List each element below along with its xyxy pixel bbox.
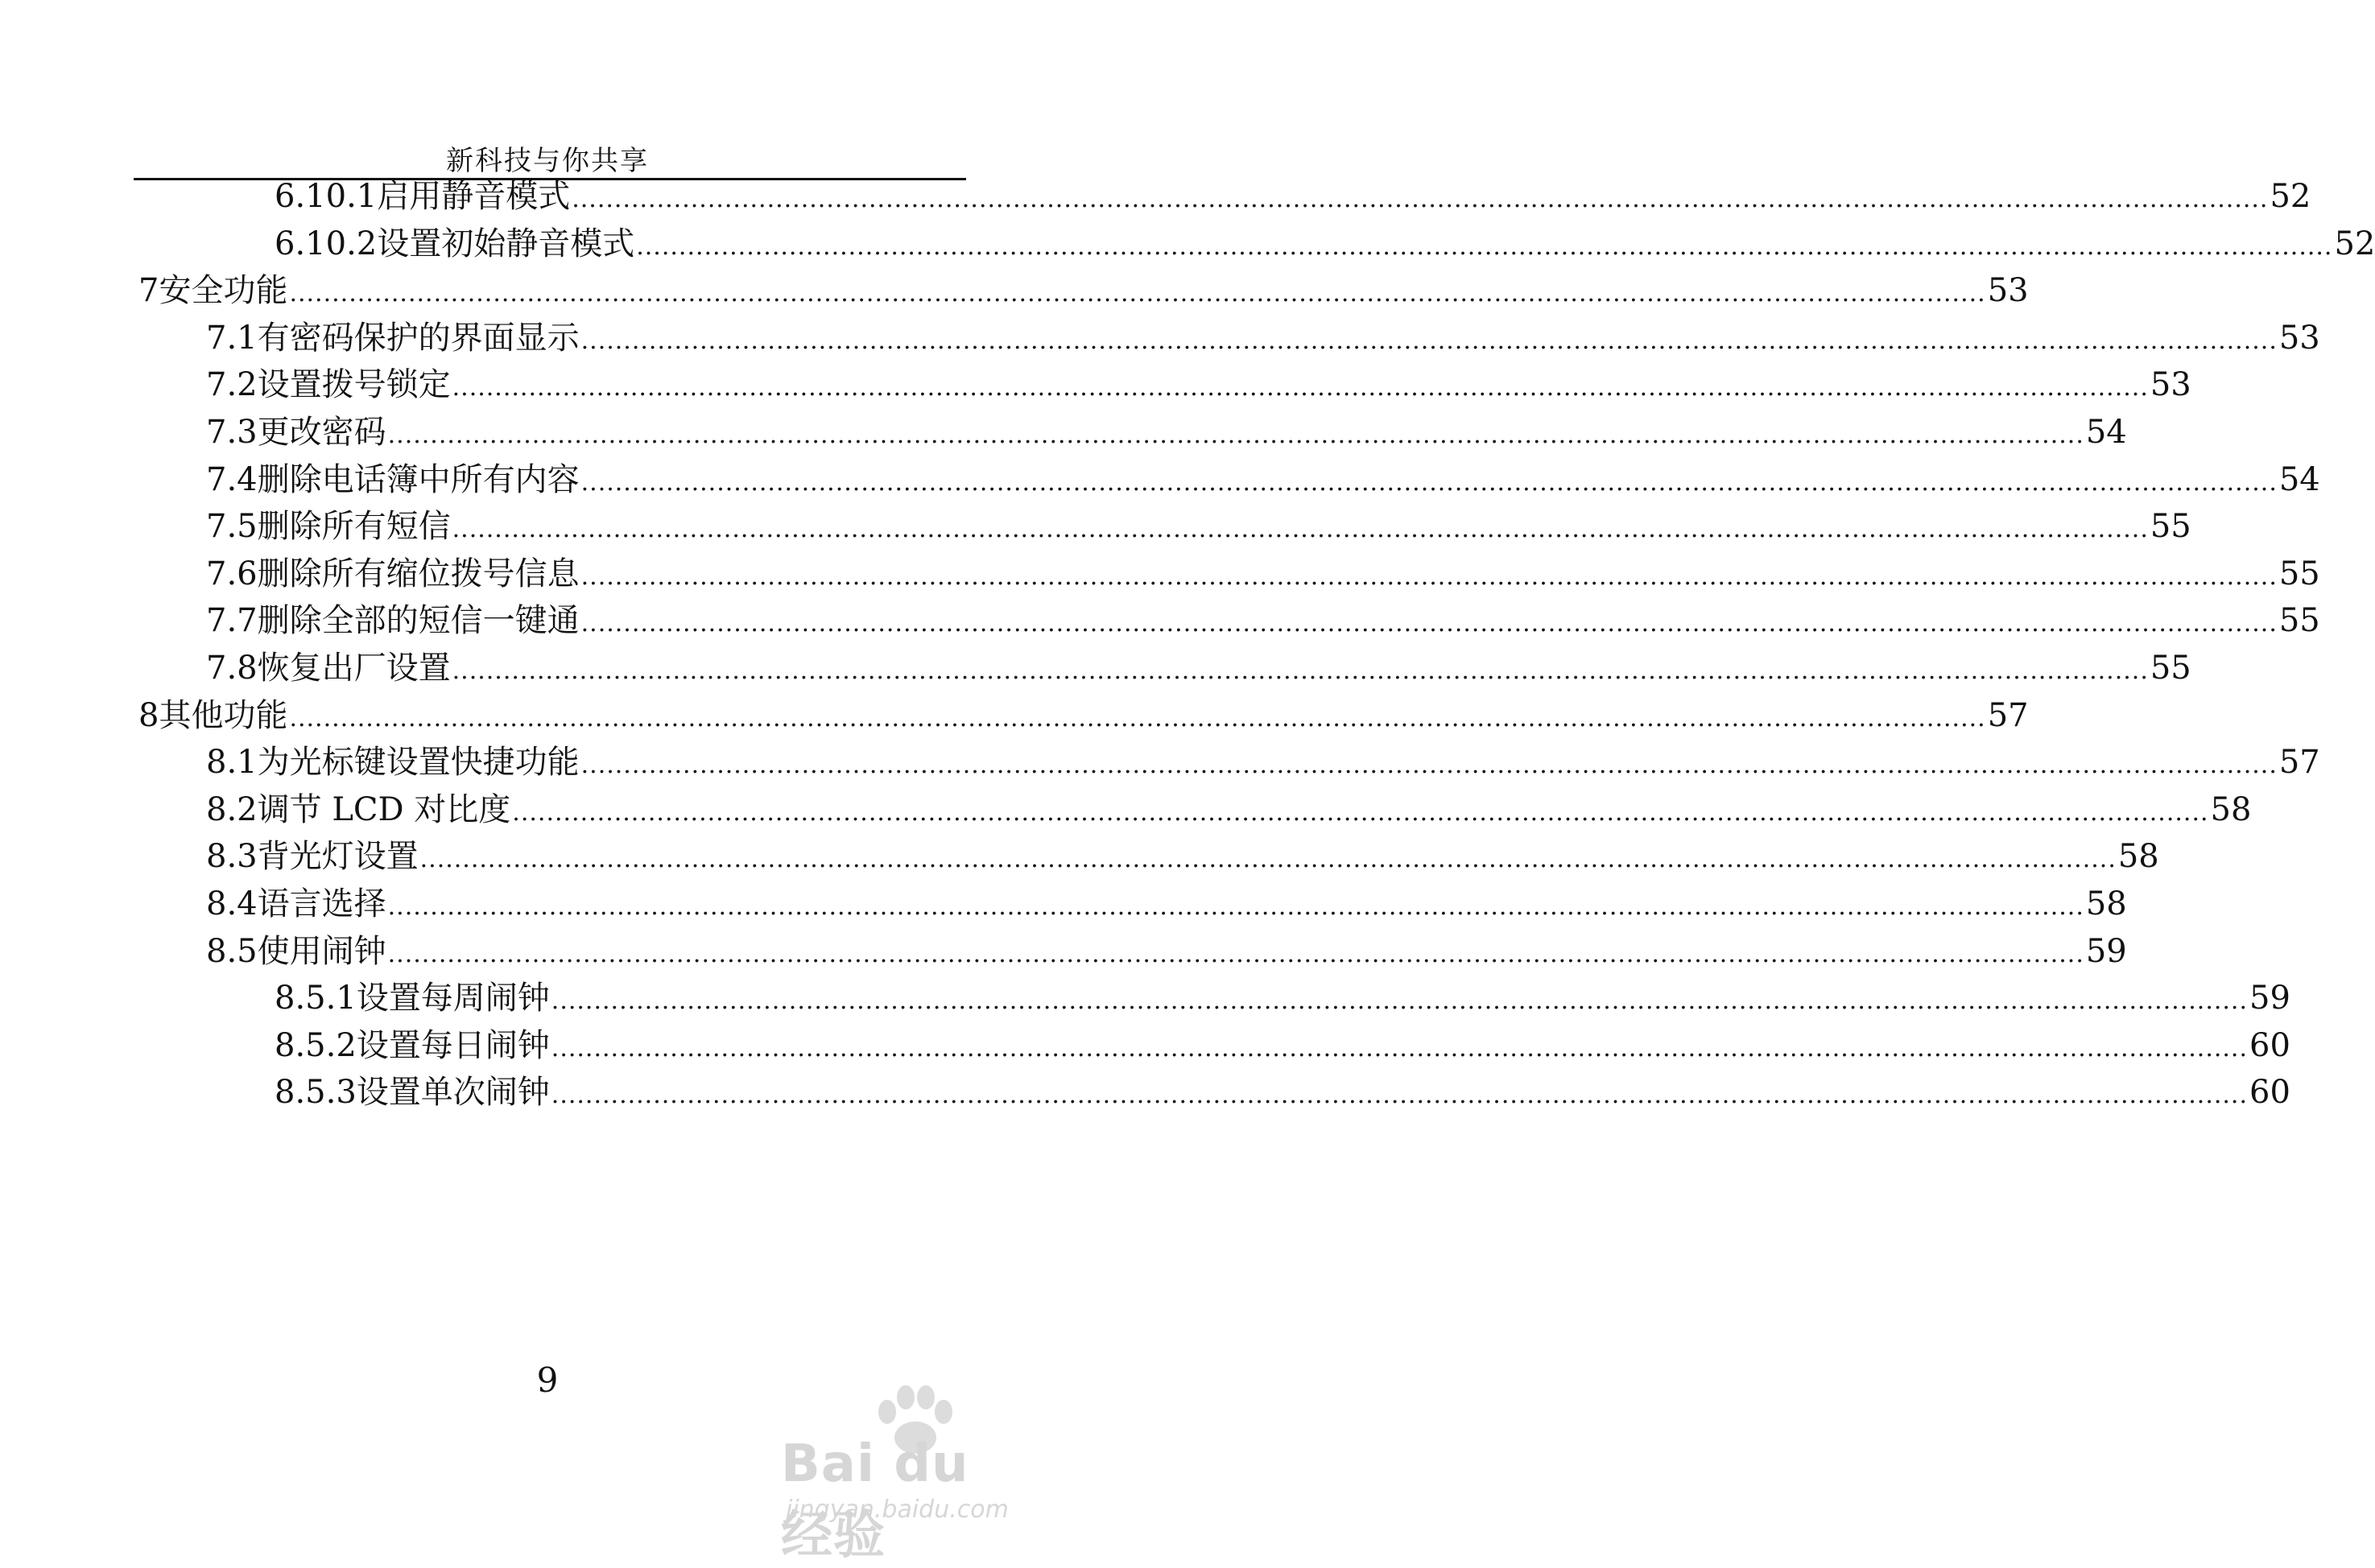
toc-entry-number: 8.5.2 bbox=[275, 1027, 357, 1064]
toc-entry bbox=[275, 171, 2311, 219]
toc-entry-title: 设置拨号锁定 bbox=[257, 366, 451, 403]
toc-dot-leader: ........................................................................................................................................................................................................ bbox=[452, 515, 2149, 543]
toc-entry-page: 60 bbox=[2249, 1074, 2290, 1111]
toc-entry-number: 8.4 bbox=[206, 885, 258, 922]
toc-dot-leader: ........................................................................................................................................................................................................ bbox=[512, 798, 2209, 827]
toc-entry-page: 54 bbox=[2085, 414, 2127, 451]
toc-entry-title: 删除所有缩位拨号信息 bbox=[257, 555, 580, 592]
toc-dot-leader: ........................................................................................................................................................................................................ bbox=[580, 468, 2278, 497]
toc-dot-leader: ........................................................................................................................................................................................................ bbox=[387, 940, 2084, 968]
toc-entry-page: 59 bbox=[2085, 933, 2127, 970]
toc-entry-number: 6.10.1 bbox=[275, 178, 378, 215]
toc-entry-title: 使用闹钟 bbox=[257, 933, 386, 970]
toc-entry-page: 55 bbox=[2150, 650, 2191, 687]
toc-entry-number: 7.2 bbox=[206, 366, 258, 403]
toc-entry bbox=[206, 501, 2191, 549]
toc-entry-page: 53 bbox=[2278, 320, 2320, 357]
toc-entry-number: 8.2 bbox=[206, 791, 258, 828]
toc-entry-page: 57 bbox=[2278, 744, 2320, 781]
toc-entry-page: 52 bbox=[2270, 178, 2311, 215]
toc-entry-page: 58 bbox=[2117, 838, 2159, 875]
running-header: 新科技与你共享 bbox=[446, 145, 649, 177]
toc-entry-number: 7.5 bbox=[206, 508, 258, 545]
toc-entry bbox=[138, 265, 2029, 313]
toc-entry-page: 55 bbox=[2150, 508, 2191, 545]
toc-entry-page: 55 bbox=[2278, 555, 2320, 592]
toc-entry-page: 53 bbox=[2150, 366, 2191, 403]
toc-dot-leader: ........................................................................................................................................................................................................ bbox=[452, 657, 2149, 685]
toc-dot-leader: ........................................................................................................................................................................................................ bbox=[289, 704, 1986, 732]
toc-dot-leader: ........................................................................................................................................................................................................ bbox=[580, 609, 2278, 638]
toc-entry-number: 7 bbox=[138, 272, 159, 309]
watermark-url: jingyan.baidu.com bbox=[786, 1496, 1009, 1524]
toc-entry bbox=[206, 642, 2191, 691]
toc-entry bbox=[206, 312, 2320, 361]
toc-entry bbox=[206, 359, 2191, 407]
toc-entry-number: 8.5.3 bbox=[275, 1074, 357, 1111]
toc-entry bbox=[206, 548, 2320, 596]
toc-entry-title: 调节 LCD 对比度 bbox=[257, 791, 511, 828]
toc-dot-leader: ........................................................................................................................................................................................................ bbox=[580, 563, 2278, 591]
toc-entry-number: 8.1 bbox=[206, 744, 258, 781]
toc-entry-page: 60 bbox=[2249, 1027, 2290, 1064]
toc-entry-page: 53 bbox=[1987, 272, 2029, 309]
toc-entry-title: 其他功能 bbox=[159, 697, 288, 734]
toc-entry bbox=[206, 406, 2127, 455]
toc-entry bbox=[206, 454, 2320, 502]
toc-dot-leader: ........................................................................................................................................................................................................ bbox=[551, 1081, 2249, 1109]
toc-entry-page: 59 bbox=[2249, 980, 2290, 1017]
toc-entry-title: 安全功能 bbox=[159, 272, 288, 309]
toc-entry-title: 设置每日闹钟 bbox=[356, 1027, 550, 1064]
toc-entry-title: 删除全部的短信一键通 bbox=[257, 602, 580, 639]
toc-dot-leader: ........................................................................................................................................................................................................ bbox=[387, 893, 2084, 921]
toc-entry-title: 设置每周闹钟 bbox=[356, 980, 550, 1017]
toc-entry bbox=[275, 972, 2290, 1021]
toc-entry bbox=[138, 690, 2029, 738]
toc-entry-number: 8.3 bbox=[206, 838, 258, 875]
toc-entry bbox=[275, 218, 2375, 266]
toc-entry-number: 8 bbox=[138, 697, 159, 734]
toc-dot-leader: ........................................................................................................................................................................................................ bbox=[289, 279, 1986, 307]
toc-entry-title: 更改密码 bbox=[257, 414, 386, 451]
watermark-brand: Bai du 经验 bbox=[781, 1434, 969, 1566]
toc-entry-number: 7.1 bbox=[206, 320, 258, 357]
toc-dot-leader: ........................................................................................................................................................................................................ bbox=[419, 845, 2117, 873]
toc-entry bbox=[206, 737, 2320, 785]
toc-entry-number: 8.5 bbox=[206, 933, 258, 970]
toc-dot-leader: ........................................................................................................................................................................................................ bbox=[572, 185, 2269, 213]
toc-entry-title: 为光标键设置快捷功能 bbox=[257, 744, 580, 781]
toc-entry bbox=[275, 1020, 2290, 1068]
toc-dot-leader: ........................................................................................................................................................................................................ bbox=[580, 327, 2278, 355]
toc-entry-title: 删除所有短信 bbox=[257, 508, 451, 545]
toc-entry bbox=[206, 831, 2159, 879]
toc-entry-title: 启用静音模式 bbox=[377, 178, 571, 215]
toc-entry-page: 57 bbox=[1987, 697, 2029, 734]
toc-dot-leader: ........................................................................................................................................................................................................ bbox=[636, 233, 2333, 261]
toc-entry-number: 7.7 bbox=[206, 602, 258, 639]
toc-entry-number: 7.4 bbox=[206, 461, 258, 498]
toc-entry-title: 语言选择 bbox=[257, 885, 386, 922]
toc-entry-number: 7.6 bbox=[206, 555, 258, 592]
toc-entry-page: 58 bbox=[2210, 791, 2252, 828]
toc-entry-title: 设置初始静音模式 bbox=[377, 225, 635, 262]
toc-entry-number: 7.3 bbox=[206, 414, 258, 451]
toc-entry bbox=[206, 926, 2127, 974]
toc-entry bbox=[206, 878, 2127, 926]
toc-entry-title: 设置单次闹钟 bbox=[356, 1074, 550, 1111]
toc-entry-page: 54 bbox=[2278, 461, 2320, 498]
toc-entry-number: 6.10.2 bbox=[275, 225, 378, 262]
toc-entry-page: 58 bbox=[2085, 885, 2127, 922]
toc-dot-leader: ........................................................................................................................................................................................................ bbox=[551, 1034, 2249, 1063]
toc-entry-page: 52 bbox=[2334, 225, 2375, 262]
toc-dot-leader: ........................................................................................................................................................................................................ bbox=[452, 373, 2149, 402]
toc-dot-leader: ........................................................................................................................................................................................................ bbox=[580, 751, 2278, 779]
toc-entry-number: 8.5.1 bbox=[275, 980, 357, 1017]
toc-entry bbox=[206, 595, 2320, 643]
toc-entry-page: 55 bbox=[2278, 602, 2320, 639]
toc-entry bbox=[206, 784, 2252, 832]
toc-entry-title: 背光灯设置 bbox=[257, 838, 419, 875]
baidu-jingyan-watermark bbox=[773, 1384, 1039, 1566]
toc-dot-leader: ........................................................................................................................................................................................................ bbox=[551, 987, 2249, 1015]
toc-dot-leader: ........................................................................................................................................................................................................ bbox=[387, 421, 2084, 449]
page-number: 9 bbox=[536, 1360, 559, 1400]
toc-entry bbox=[275, 1067, 2290, 1115]
toc-entry-number: 7.8 bbox=[206, 650, 258, 687]
toc-entry-title: 删除电话簿中所有内容 bbox=[257, 461, 580, 498]
toc-entry-title: 有密码保护的界面显示 bbox=[257, 320, 580, 357]
toc-entry-title: 恢复出厂设置 bbox=[257, 650, 451, 687]
